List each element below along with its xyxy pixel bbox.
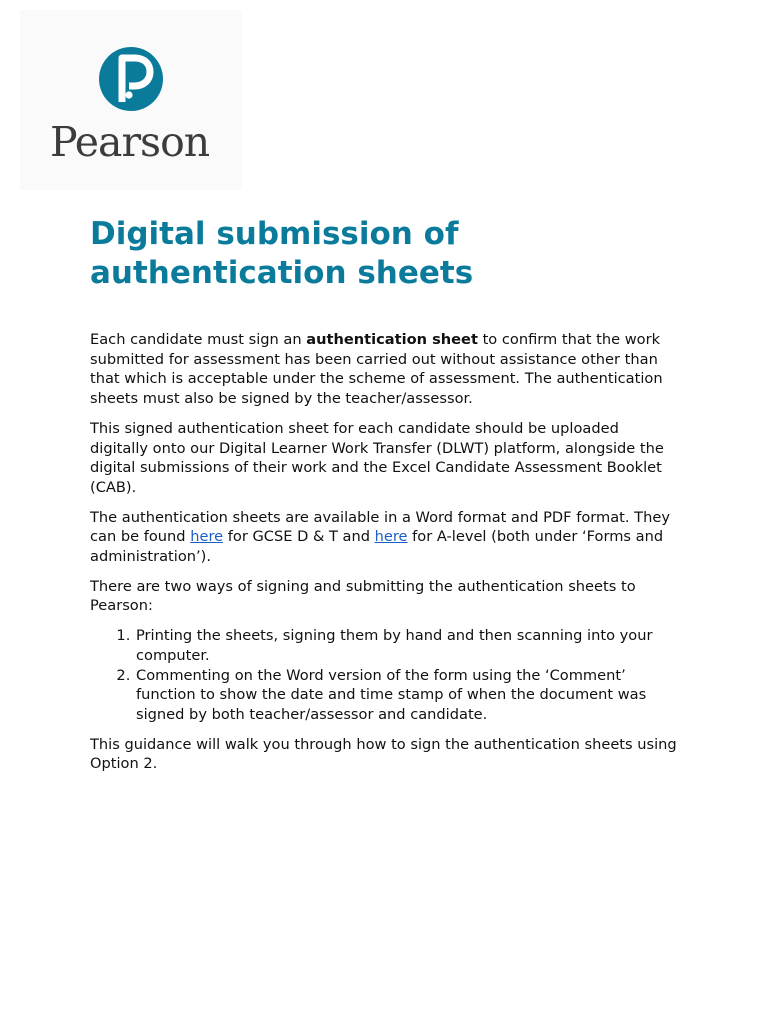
title-line-2: authentication sheets — [90, 255, 474, 291]
bold-term-authentication-sheet: authentication sheet — [306, 331, 478, 348]
a-level-forms-link[interactable]: here — [374, 528, 408, 546]
list-item: 2. Commenting on the Word version of the form using the ‘Comment’ function to show the date and time stamp of when the document was signed by both teacher/assessor and candidate. — [135, 666, 680, 725]
gcse-forms-link[interactable]: here — [190, 528, 224, 546]
paragraph-text: to confirm that the work submitted for assessment has been carried out without assistance other than that which is acceptable under the scheme of assessment. The authentication sheets must also be signed by the teacher/assessor. — [90, 331, 663, 408]
paragraph-guidance: This guidance will walk you through how to sign the authentication sheets using Option 2. — [90, 735, 677, 773]
signing-options-list — [90, 626, 680, 725]
body-text — [90, 330, 680, 774]
page-title — [90, 215, 680, 293]
title-line-1: Digital submission of — [90, 216, 459, 252]
paragraph-text: Each candidate must sign an — [90, 331, 307, 348]
pearson-wordmark: Pearson — [50, 118, 210, 166]
paragraph-text: for GCSE D & T and — [223, 528, 375, 546]
paragraph-text: The authentication sheets are available in a Word format and PDF format. They can be found — [90, 508, 670, 546]
paragraph-text: for A-level (both under ‘Forms and administration’). — [90, 528, 664, 566]
pearson-p-logo-icon — [98, 42, 164, 117]
paragraph-two-ways: There are two ways of signing and submitting the authentication sheets to Pearson: — [90, 577, 636, 615]
paragraph-authentication-intro — [90, 330, 680, 409]
list-item: 1. Printing the sheets, signing them by hand and then scanning into your computer. — [135, 626, 680, 665]
document-content — [90, 215, 680, 784]
paragraph-formats — [90, 508, 680, 567]
paragraph-dlwt-upload: This signed authentication sheet for each candidate should be uploaded digitally onto our Digital Learner Work Transfer (DLWT) platform, alongside the digital submissions of their work and the Excel Candidate Assessment Booklet (CAB). — [90, 419, 664, 496]
